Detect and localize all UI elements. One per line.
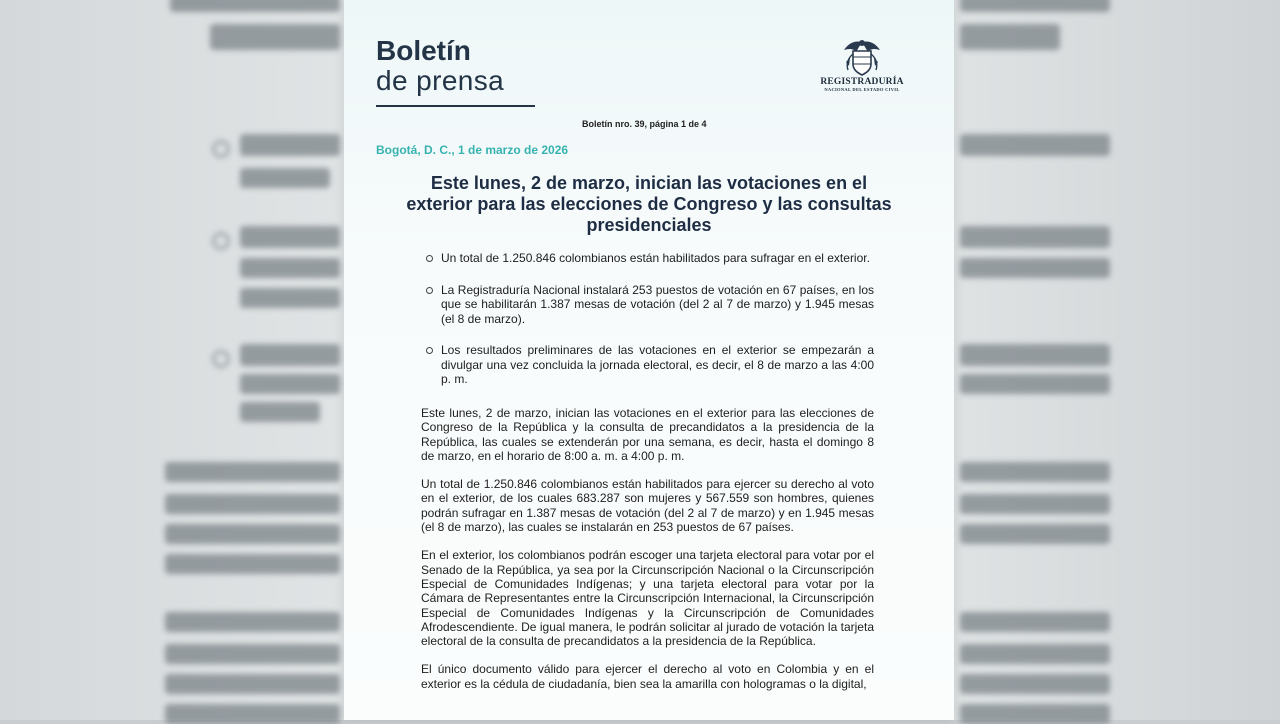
bullet-circle-icon <box>426 287 433 294</box>
bulletin-subtitle: de prensa <box>376 65 505 96</box>
body-paragraph: En el exterior, los colombianos podrán escoger una tarjeta electoral para votar por el Senado de la República, ya sea por la Circunscripción Nacional o la Circunscripción Especial de Comunidades Indígenas; y una tarjeta electoral para votar por la Cámara de Representantes entre la Circunscripción Internacional, la Circunscripción Especial de Comunidades Indígenas y la Circunscripción de Comunidades Afrodescendiente. De igual manera, le podrán solicitar al jurado de votación la tarjeta electoral de la consulta de precandidatos a la presidencia de la República. <box>421 548 874 649</box>
key-point-text: Un total de 1.250.846 colombianos están habilitados para sufragar en el exterior. <box>441 251 870 265</box>
key-point-text: La Registraduría Nacional instalará 253 puestos de votación en 67 países, en los que se habilitarán 1.387 mesas de votación (del 2 al 7 de marzo) y 1.945 mesas (el 8 de marzo). <box>441 282 874 326</box>
bullet-circle-icon <box>426 347 433 354</box>
key-point <box>441 343 874 387</box>
dateline: Bogotá, D. C., 1 de marzo de 2026 <box>376 143 569 157</box>
bulletin-number: Boletín nro. 39, página 1 de 4 <box>582 119 707 129</box>
body-paragraph: Un total de 1.250.846 colombianos están habilitados para ejercer su derecho al voto en el exterior, de los cuales 683.287 son mujeres y 567.559 son hombres, quienes podrán sufragar en 1.387 mesas de votación (del 2 al 7 de marzo) y en 1.945 mesas (el 8 de marzo), las cuales se instalarán en 253 puestos de 67 países. <box>421 477 874 535</box>
press-release-page <box>344 0 954 720</box>
body-paragraph: Este lunes, 2 de marzo, inician las votaciones en el exterior para las elecciones de Congreso de la República y la consulta de precandidatos a la presidencia de la República, las cuales se extenderán por una semana, es decir, hasta el domingo 8 de marzo, en el horario de 8:00 a. m. a 4:00 p. m. <box>421 406 874 463</box>
body-paragraph: El único documento válido para ejercer el derecho al voto en Colombia y en el exterior es la cédula de ciudadanía, bien sea la amarilla con hologramas o la digital, <box>421 662 874 691</box>
registraduria-logo-name: REGISTRADURÍA <box>820 77 904 87</box>
key-point <box>441 283 874 327</box>
key-point <box>441 251 874 266</box>
title-underline <box>376 105 535 107</box>
key-point-text: Los resultados preliminares de las votaciones en el exterior se empezarán a divulgar una vez concluida la jornada electoral, es decir, el 8 de marzo a las 4:00 p. m. <box>441 343 874 386</box>
registraduria-logo-subtitle: NACIONAL DEL ESTADO CIVIL <box>824 87 900 92</box>
bullet-circle-icon <box>426 255 433 262</box>
headline: Este lunes, 2 de marzo, inician las votaciones en el exterior para las elecciones de Congreso y las consultas presidenciales <box>406 173 892 235</box>
key-points-list <box>441 251 874 404</box>
body-text <box>421 406 874 705</box>
bulletin-title: Boletín <box>376 35 471 66</box>
